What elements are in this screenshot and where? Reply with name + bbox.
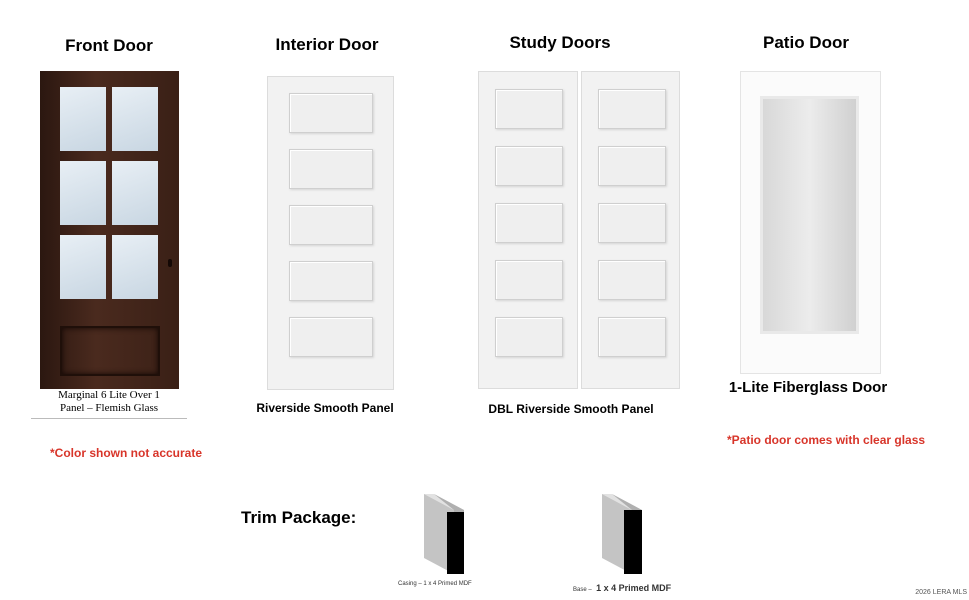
mls-watermark: 2026 LERA MLS bbox=[915, 589, 967, 596]
study-door-left bbox=[478, 71, 578, 389]
trim-package-label: Trim Package: bbox=[241, 508, 357, 527]
interior-door-title: Interior Door bbox=[275, 35, 379, 54]
door-panel bbox=[495, 146, 563, 186]
door-panel bbox=[598, 146, 666, 186]
study-door-right bbox=[581, 71, 680, 389]
study-doors-title: Study Doors bbox=[509, 33, 611, 52]
door-panel bbox=[289, 93, 373, 133]
bottom-panel bbox=[60, 326, 160, 376]
door-panel bbox=[495, 203, 563, 243]
door-panel bbox=[598, 203, 666, 243]
door-panel bbox=[495, 89, 563, 129]
glass-lite bbox=[60, 161, 106, 225]
patio-glass-note: *Patio door comes with clear glass bbox=[727, 433, 926, 447]
glass-lite bbox=[112, 87, 158, 151]
door-panel bbox=[598, 89, 666, 129]
door-knob bbox=[168, 259, 172, 267]
door-panel bbox=[289, 149, 373, 189]
glass-lite bbox=[112, 161, 158, 225]
door-panel bbox=[289, 261, 373, 301]
front-door-caption: Marginal 6 Lite Over 1 Panel – Flemish Glass bbox=[31, 389, 187, 419]
interior-door-image bbox=[267, 76, 394, 390]
glass-lite bbox=[60, 87, 106, 151]
base-caption: Base – 1 x 4 Primed MDF bbox=[573, 583, 672, 593]
patio-glass bbox=[760, 96, 859, 334]
door-panel bbox=[598, 260, 666, 300]
door-panel bbox=[495, 260, 563, 300]
patio-door-caption: 1-Lite Fiberglass Door bbox=[728, 379, 888, 396]
base-trim-icon bbox=[598, 492, 648, 576]
patio-door-image bbox=[740, 71, 881, 374]
casing-caption: Casing – 1 x 4 Primed MDF bbox=[398, 581, 472, 587]
color-note: *Color shown not accurate bbox=[50, 446, 203, 460]
front-door-image bbox=[40, 71, 179, 389]
study-doors-caption: DBL Riverside Smooth Panel bbox=[488, 402, 654, 416]
door-panel bbox=[598, 317, 666, 357]
glass-lite bbox=[112, 235, 158, 299]
glass-lite bbox=[60, 235, 106, 299]
casing-trim-icon bbox=[420, 492, 470, 576]
patio-door-title: Patio Door bbox=[763, 33, 849, 52]
door-panel bbox=[289, 205, 373, 245]
door-panel bbox=[495, 317, 563, 357]
front-door-title: Front Door bbox=[65, 36, 153, 55]
door-panel bbox=[289, 317, 373, 357]
interior-door-caption: Riverside Smooth Panel bbox=[256, 401, 394, 415]
